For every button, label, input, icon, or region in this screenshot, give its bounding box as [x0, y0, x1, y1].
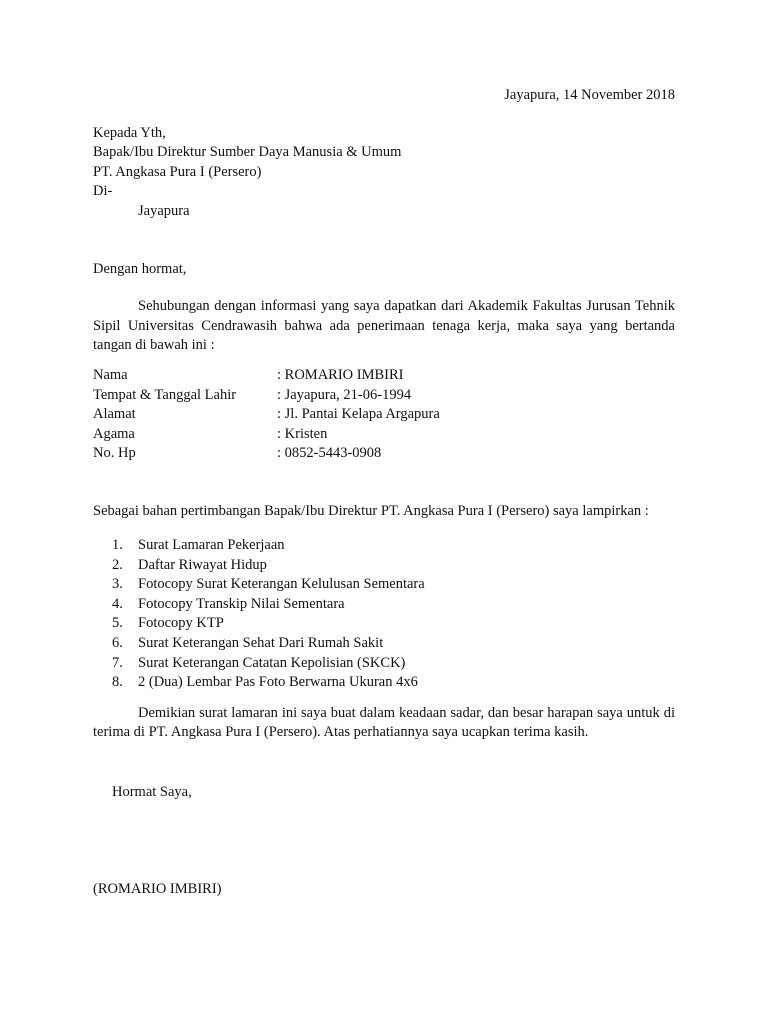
- identity-label: Alamat: [93, 406, 136, 423]
- recipient-address: [93, 124, 675, 222]
- address-recipient-title: Bapak/Ibu Direktur Sumber Daya Manusia & Umum: [93, 144, 402, 161]
- identity-value: : ROMARIO IMBIRI: [277, 366, 404, 383]
- signature-name: (ROMARIO IMBIRI): [93, 880, 222, 897]
- list-item-text: Surat Keterangan Sehat Dari Rumah Sakit: [138, 634, 384, 651]
- greeting: Dengan hormat,: [93, 260, 187, 277]
- letter-date: Jayapura, 14 November 2018: [504, 87, 675, 103]
- list-item-number: 5.: [112, 615, 123, 632]
- list-item-number: 4.: [112, 595, 123, 612]
- list-item: [93, 614, 675, 634]
- identity-value: : Jl. Pantai Kelapa Argapura: [277, 406, 440, 423]
- list-item-text: Surat Lamaran Pekerjaan: [138, 537, 285, 553]
- closing-paragraph: Demikian surat lamaran ini saya buat dalam keadaan sadar, dan besar harapan saya untuk di terima di PT. Angkasa Pura I (Persero). Atas perhatiannya saya ucapkan terima kasih.: [93, 704, 675, 741]
- list-item: [93, 556, 675, 576]
- identity-row: [93, 405, 440, 425]
- identity-label: No. Hp: [93, 445, 136, 462]
- list-item: [93, 673, 675, 693]
- address-city: Jayapura: [138, 202, 190, 219]
- identity-value: : Jayapura, 21-06-1994: [277, 386, 412, 403]
- list-item-number: 2.: [112, 556, 123, 573]
- list-item-text: Fotocopy KTP: [138, 615, 224, 632]
- identity-row: [93, 444, 440, 464]
- list-item-number: 7.: [112, 654, 123, 671]
- list-item-number: 1.: [112, 537, 123, 553]
- identity-value: : Kristen: [277, 425, 328, 442]
- letter-body: [93, 86, 675, 899]
- list-item-text: Fotocopy Transkip Nilai Sementara: [138, 595, 345, 612]
- identity-row: [93, 366, 440, 386]
- list-item: [93, 595, 675, 615]
- list-item-text: Fotocopy Surat Keterangan Kelulusan Sementara: [138, 576, 425, 593]
- regards: Hormat Saya,: [112, 783, 192, 800]
- identity-value: : 0852-5443-0908: [277, 445, 382, 462]
- address-di: Di-: [93, 183, 113, 200]
- identity-row: [93, 425, 440, 445]
- list-item-text: Surat Keterangan Catatan Kepolisian (SKCK): [138, 654, 406, 671]
- identity-label: Agama: [93, 425, 135, 442]
- identity-label: Nama: [93, 366, 128, 383]
- list-item: [93, 634, 675, 654]
- list-item-number: 8.: [112, 674, 123, 691]
- attachments-list: [93, 536, 675, 693]
- address-salutation: Kepada Yth,: [93, 124, 166, 141]
- list-item-text: 2 (Dua) Lembar Pas Foto Berwarna Ukuran 4x6: [138, 674, 418, 691]
- list-item-number: 3.: [112, 576, 123, 593]
- attachments-intro: Sebagai bahan pertimbangan Bapak/Ibu Direktur PT. Angkasa Pura I (Persero) saya lampirkan :: [93, 502, 649, 519]
- identity-label: Tempat & Tanggal Lahir: [93, 386, 237, 403]
- list-item: [93, 575, 675, 595]
- address-company: PT. Angkasa Pura I (Persero): [93, 163, 262, 180]
- intro-paragraph: Sehubungan dengan informasi yang saya dapatkan dari Akademik Fakultas Jurusan Tehnik Sipil Universitas Cendrawasih bahwa ada penerimaan tenaga kerja, maka saya yang bertanda tangan di bawah ini :: [93, 298, 675, 354]
- list-item-text: Daftar Riwayat Hidup: [138, 556, 267, 573]
- list-item-number: 6.: [112, 634, 123, 651]
- identity-table: [93, 366, 440, 464]
- list-item: [93, 654, 675, 674]
- identity-row: [93, 386, 440, 406]
- list-item: [93, 536, 675, 556]
